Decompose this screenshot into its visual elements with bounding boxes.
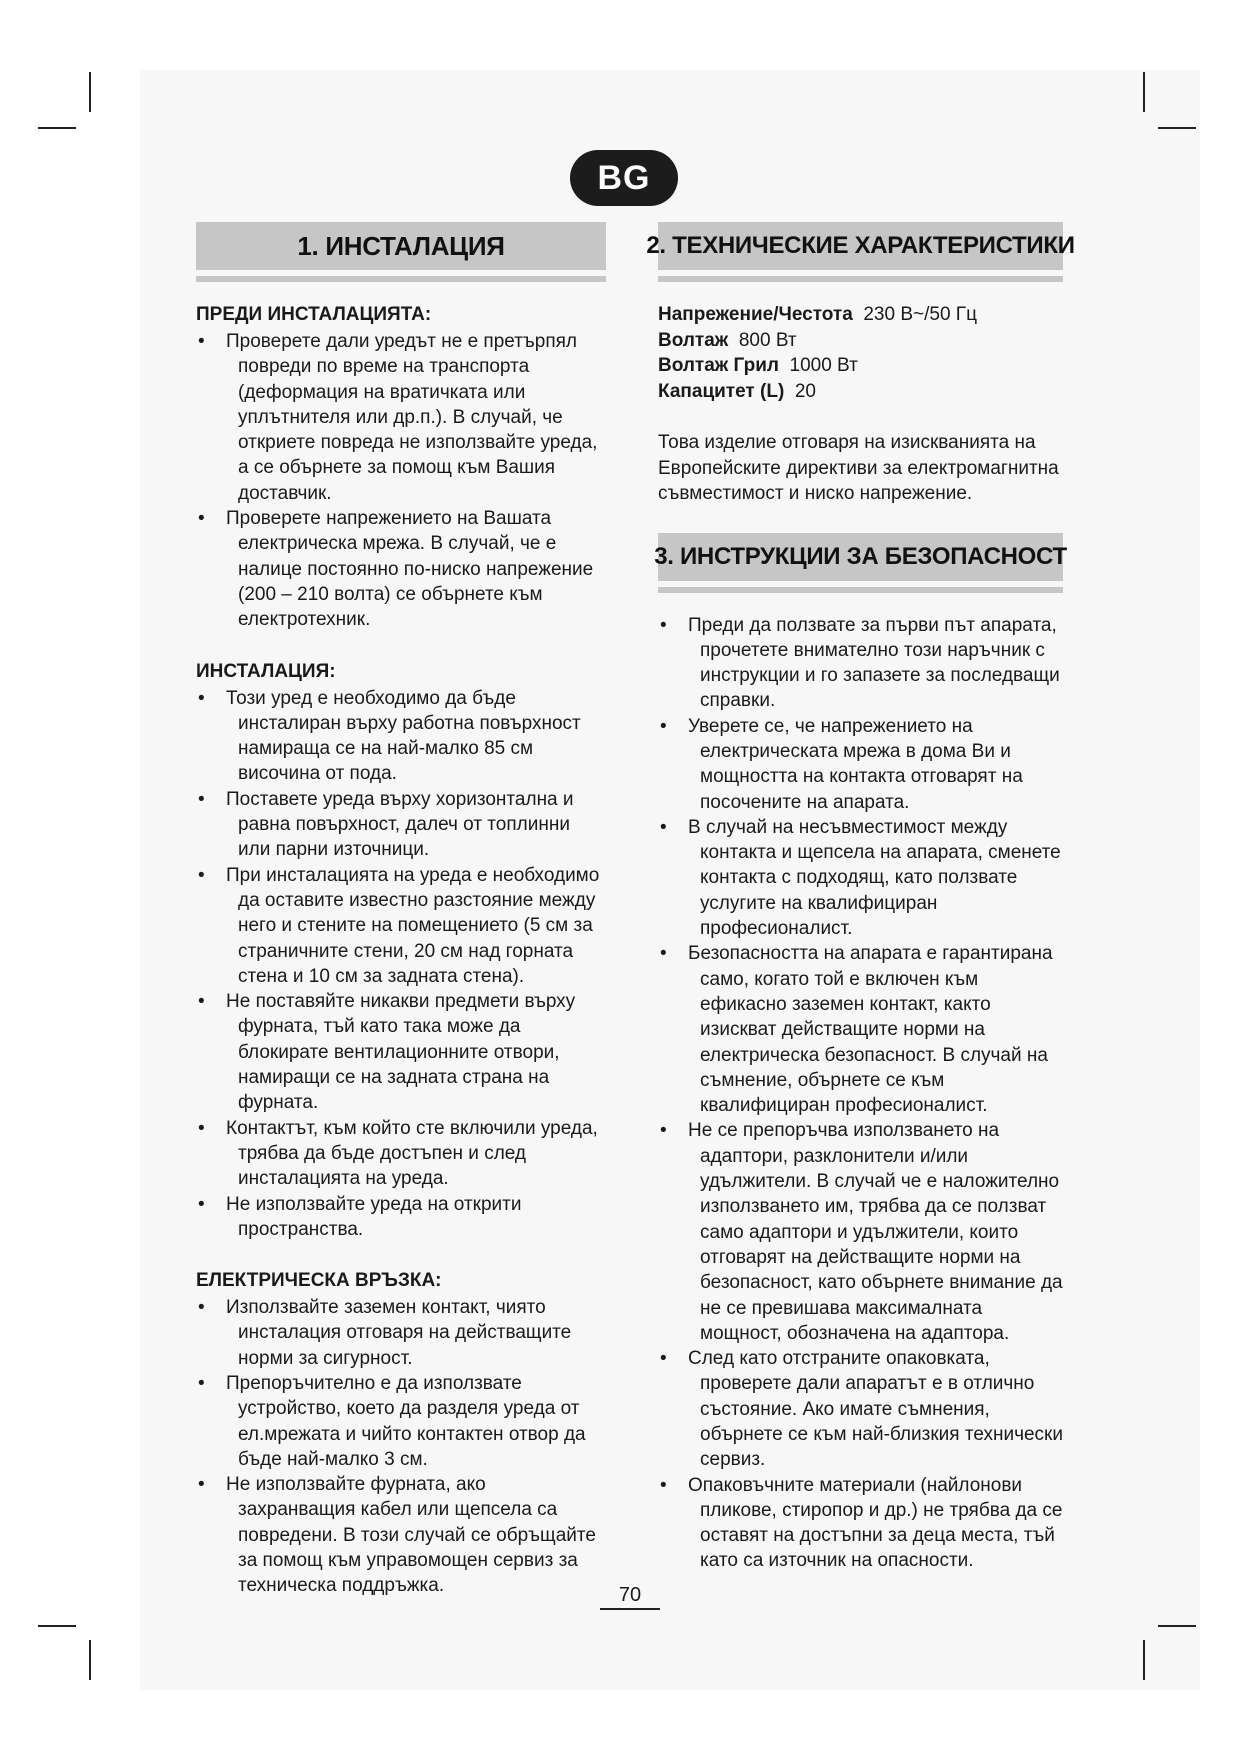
- list-item: • Опаковъчните материали (найлонови пликове, стиропор и др.) не трябва да се оставят на достъпни за деца места, тъй като са източник на опасности.: [660, 1474, 1063, 1572]
- list-item: • Този уред е необходимо да бъде инсталиран върху работна повърхност намираща се на най-малко 85 см височина от пода.: [198, 687, 581, 785]
- page-number: 70: [600, 1584, 660, 1610]
- right-column: [646, 222, 1075, 1574]
- left-column: [196, 222, 606, 1599]
- list-item: • Не поставяйте никакви предмети върху фурната, тъй като така може да блокирате вентилационните отвори, намиращи се на задната страна на фурната.: [198, 991, 576, 1114]
- list-item: • Безопасността на апарата е гарантирана само, когато той е включен към ефикасно заземен контакт, както изискват действащите норми на електрическа безопасност. В случай на съмнение, обърнете се към квалифициран професионалист.: [660, 943, 1053, 1117]
- list-item: • При инсталацията на уреда е необходимо да оставите известно разстояние между него и стените на помещението (5 см за страничните стени, 20 см над горната стена и 10 см за задната стена).: [198, 864, 600, 987]
- section-header-technical: [646, 222, 1075, 274]
- list-item: • След като отстраните опаковката, проверете дали апаратът е в отлично състояние. Ако имате съмнения, обърнете се към най-близкия технически сервиз.: [660, 1348, 1063, 1471]
- crop-mark: [38, 127, 76, 129]
- crop-mark: [89, 1640, 91, 1680]
- before-install-list: [196, 329, 606, 633]
- list-item: • Използвайте заземен контакт, чиято инсталация отговаря на действащите норми за сигурност.: [198, 1297, 572, 1369]
- list-item: • Контактът, към който сте включили уреда, трябва да бъде достъпен и след инсталацията на уреда.: [198, 1117, 598, 1190]
- list-item: • Преди да ползвате за първи път апарата, прочетете внимателно този наръчник с инструкции и го запазете за последващи справки.: [660, 614, 1060, 712]
- before-install-heading: ПРЕДИ ИНСТАЛАЦИЯТА:: [196, 304, 432, 325]
- spec-row: Капацитет (L) 20: [658, 380, 816, 402]
- list-item: • В случай на несъвместимост между контакта и щепсела на апарата, сменете контакта с подходящ, като ползвате услугите на квалифициран професионалист.: [660, 816, 1061, 940]
- list-item: • Проверете дали уредът не е претърпял повреди по време на транспорта (деформация на вратичката или уплътнителя или др.п.). В случай, че откриете повреда не използвайте уреда, а се обърнете за помощ към Вашия доставчик.: [198, 331, 598, 504]
- list-item: • Поставете уреда върху хоризонтална и равна повърхност, далеч от топлинни или парни източници.: [198, 788, 574, 861]
- crop-mark: [38, 1625, 76, 1627]
- electrical-heading: ЕЛЕКТРИЧЕСКА ВРЪЗКА:: [196, 1270, 442, 1292]
- spec-row: Волтаж Грил 1000 Вт: [658, 355, 858, 376]
- install-list: [196, 686, 606, 1243]
- crop-mark: [89, 72, 91, 112]
- crop-mark: [1143, 1640, 1145, 1680]
- section-title-safety: 3. ИНСТРУКЦИИ ЗА БЕЗОПАСНОСТ: [658, 533, 1063, 581]
- list-item: • Не се препоръчва използването на адаптори, разклонители и/или удължители. В случай че е наложително използването им, трябва да се ползват само адаптори и удължители, които отговарят на действащите норми на безопасност, като обърнете внимание да не се превишава максималната мощност, обозначена на адаптора.: [660, 1120, 1063, 1344]
- section-title-installation: 1. ИНСТАЛАЦИЯ: [196, 222, 606, 270]
- list-item: • Уверете се, че напрежението на електрическата мрежа в дома Ви и мощността на контакта отговарят на посочените на апарата.: [660, 715, 1023, 813]
- install-heading: ИНСТАЛАЦИЯ:: [196, 660, 336, 682]
- section-header-installation: [196, 222, 606, 274]
- crop-mark: [1143, 72, 1145, 112]
- section-title-technical: 2. ТЕХНИЧЕСКИЕ ХАРАКТЕРИСТИКИ: [658, 222, 1063, 270]
- spec-row: Волтаж 800 Вт: [658, 329, 797, 351]
- electrical-list: [196, 1295, 606, 1599]
- spec-list: [658, 302, 1063, 404]
- safety-list: [658, 613, 1063, 1574]
- list-item: • Не използвайте уреда на открити пространства.: [198, 1193, 522, 1240]
- spec-row: Напрежение/Честота 230 В~/50 Гц: [658, 304, 977, 325]
- section-header-safety: [654, 533, 1067, 585]
- crop-mark: [1158, 1625, 1196, 1627]
- list-item: • Проверете напрежението на Вашата електрическа мрежа. В случай, че е налице постоянно по-ниско напрежение (200 – 210 волта) се обърнете към електротехник.: [198, 508, 594, 631]
- language-badge: BG: [570, 150, 678, 206]
- list-item: • Не използвайте фурната, ако захранващия кабел или щепсела са повредени. В този случай се обръщайте за помощ към управомощен сервиз за техническа поддръжка.: [198, 1474, 596, 1597]
- list-item: • Препоръчително е да използвате устройство, което да разделя уреда от ел.мрежата и чийто контактен отвор да бъде най-малко 3 см.: [198, 1372, 586, 1470]
- crop-mark: [1158, 127, 1196, 129]
- compliance-text: Това изделие отговаря на изискванията на Европейските директиви за електромагнитна съвместимост и ниско напрежение.: [658, 432, 1059, 504]
